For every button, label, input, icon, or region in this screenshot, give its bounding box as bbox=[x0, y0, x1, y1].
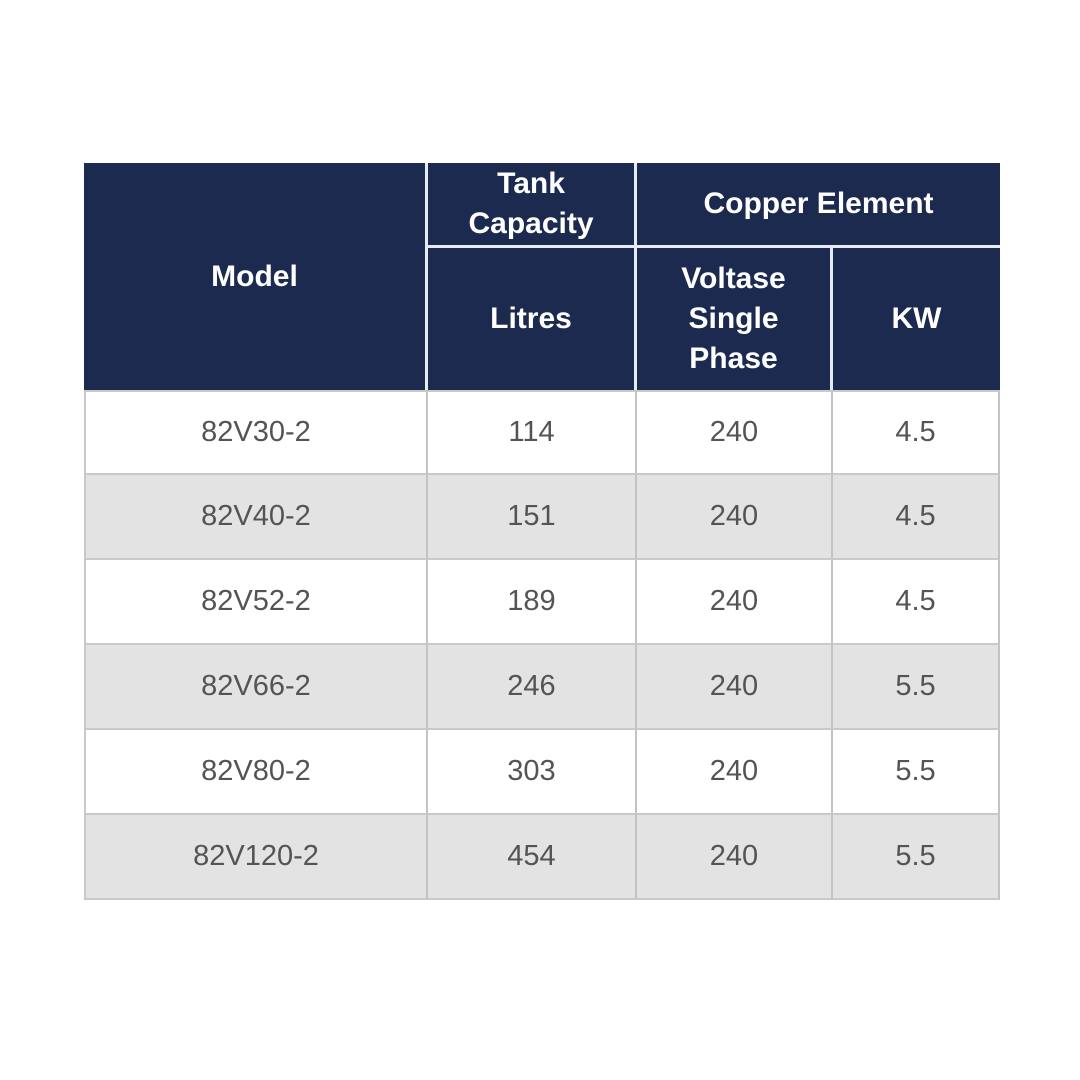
kw-cell: 4.5 bbox=[833, 560, 1000, 645]
litres-cell: 246 bbox=[428, 645, 637, 730]
header-litres: Litres bbox=[428, 248, 637, 390]
model-cell: 82V80-2 bbox=[84, 730, 428, 815]
kw-cell: 5.5 bbox=[833, 730, 1000, 815]
kw-cell: 5.5 bbox=[833, 815, 1000, 900]
header-model: Model bbox=[84, 163, 428, 390]
model-cell: 82V66-2 bbox=[84, 645, 428, 730]
model-cell: 82V30-2 bbox=[84, 390, 428, 475]
header-voltage-single-phase: Voltase Single Phase bbox=[637, 248, 833, 390]
litres-cell: 454 bbox=[428, 815, 637, 900]
header-kw: KW bbox=[833, 248, 1000, 390]
voltage-cell: 240 bbox=[637, 560, 833, 645]
kw-cell: 4.5 bbox=[833, 475, 1000, 560]
litres-cell: 303 bbox=[428, 730, 637, 815]
voltage-cell: 240 bbox=[637, 815, 833, 900]
spec-table bbox=[84, 163, 1000, 900]
model-cell: 82V52-2 bbox=[84, 560, 428, 645]
litres-cell: 114 bbox=[428, 390, 637, 475]
litres-cell: 151 bbox=[428, 475, 637, 560]
header-copper-element: Copper Element bbox=[637, 163, 1000, 248]
model-cell: 82V40-2 bbox=[84, 475, 428, 560]
voltage-cell: 240 bbox=[637, 730, 833, 815]
header-tank-capacity: Tank Capacity bbox=[428, 163, 637, 248]
kw-cell: 4.5 bbox=[833, 390, 1000, 475]
voltage-cell: 240 bbox=[637, 645, 833, 730]
kw-cell: 5.5 bbox=[833, 645, 1000, 730]
litres-cell: 189 bbox=[428, 560, 637, 645]
voltage-cell: 240 bbox=[637, 390, 833, 475]
model-cell: 82V120-2 bbox=[84, 815, 428, 900]
voltage-cell: 240 bbox=[637, 475, 833, 560]
